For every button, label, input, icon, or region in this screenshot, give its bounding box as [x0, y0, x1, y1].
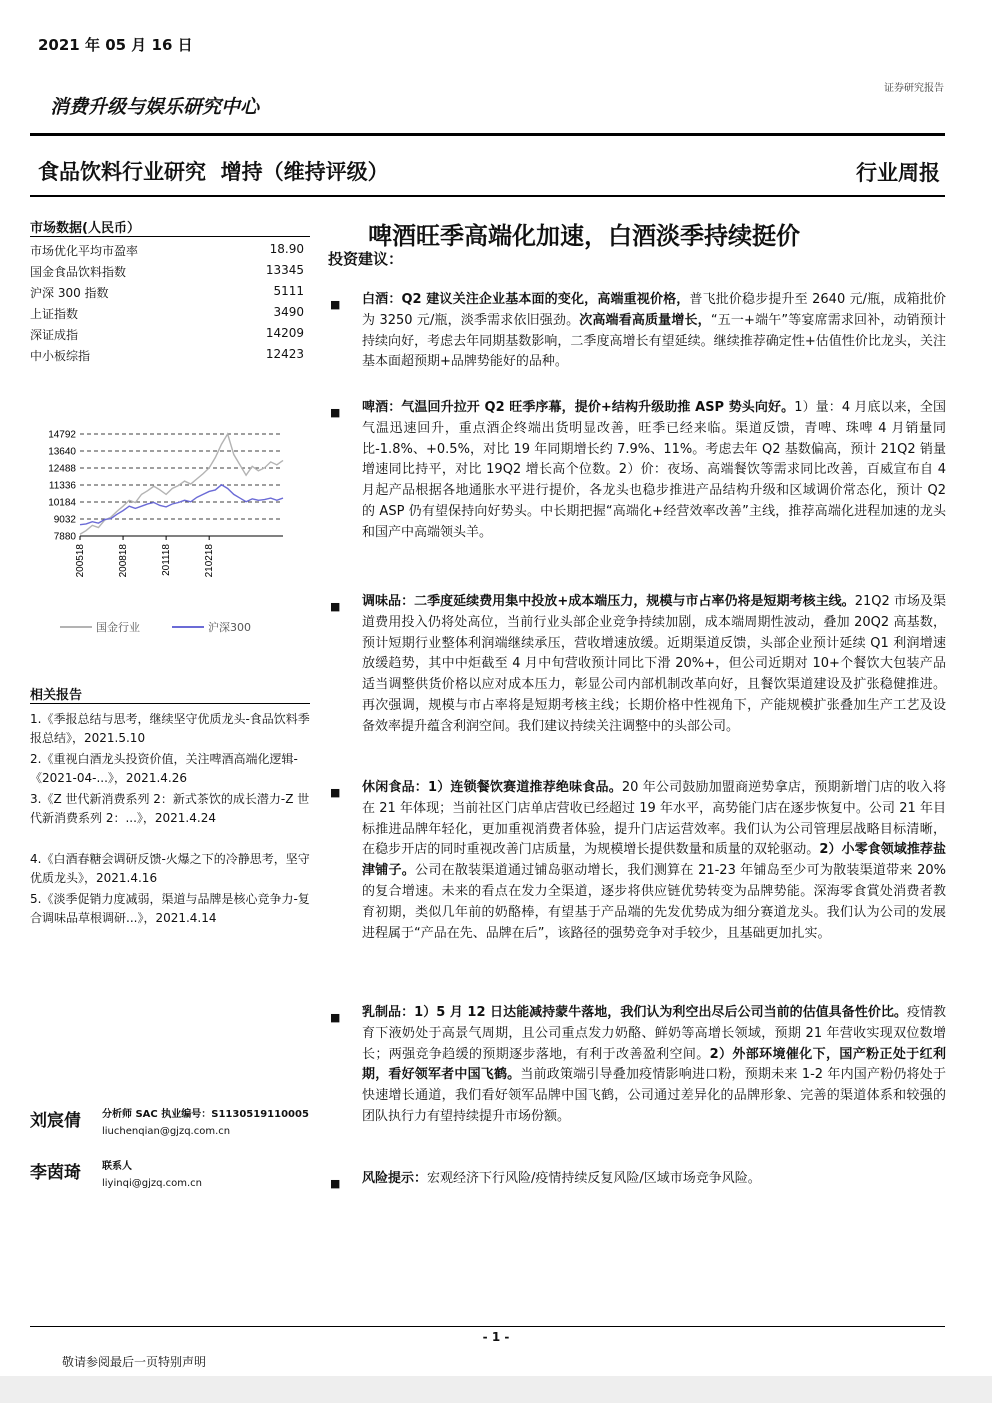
- bullet-marker: ■: [330, 298, 341, 311]
- bullet-label: 啤酒：: [362, 400, 402, 415]
- legend-label-csi300: 沪深300: [208, 621, 251, 634]
- chart-grid: [80, 434, 283, 536]
- market-data-value: 18.90: [269, 242, 304, 256]
- bullet-highlight: 二季度延续费用集中投放+成本端压力，规模与市占率仍将是短期考核主线。: [414, 594, 855, 609]
- market-data-value: 3490: [273, 305, 304, 319]
- related-report-item[interactable]: 2.《重视白酒龙头投资价值，关注啤酒高端化逻辑-《2021-04-...》，2021.4.26: [30, 752, 298, 785]
- bullet-label: 乳制品：: [362, 1005, 415, 1020]
- chart-y-ticks: [48, 430, 76, 543]
- bullet-body: 普飞批价稳步提升至 2640 元/瓶，成箱批价为 3250 元/瓶，淡季需求依旧强劲。: [362, 292, 946, 328]
- report-category: 证券研究报告: [884, 83, 944, 94]
- research-center: 消费升级与娱乐研究中心: [50, 96, 260, 118]
- bullet-body: 疫情教育下液奶处于高景气周期，且公司重点发力奶酪、鲜奶等高增长领域，预期 21 年营收实现双位数增长；两强竞争趋缓的预期逐步落地，有利于改善盈利空间。: [362, 1005, 946, 1062]
- bullet-marker: ■: [330, 786, 341, 799]
- bullet-label: 调味品：: [362, 594, 415, 609]
- index-chart: [28, 418, 318, 658]
- analyst-name: 刘宸倩: [30, 1111, 81, 1131]
- dairy-paragraph: [362, 1003, 946, 1128]
- legend-label-industry: 国金行业: [96, 621, 140, 634]
- contact-block: [30, 1158, 202, 1192]
- bullet-marker: ■: [330, 1177, 341, 1190]
- chart-y-tick-label: 9032: [53, 514, 76, 526]
- chart-x-tick-label: 200818: [118, 544, 130, 578]
- header-divider: [30, 133, 945, 136]
- bullet-label: 白酒：: [362, 292, 402, 307]
- page-number: - 1 -: [482, 1330, 510, 1344]
- bullet-body-2: 当前政策端引导叠加疫情影响进口粉，预期未来 1-2 年内国产粉仍将处于快速增长通道，我们看好领军品牌中国飞鹤，公司通过差异化的品牌形象、完善的渠道体系和较强的团队执行力有望持续提升市场份额。: [362, 1067, 946, 1124]
- chart-y-tick-label: 7880: [53, 531, 76, 543]
- bullet-marker: ■: [330, 406, 341, 419]
- bullet-highlight: 1）连锁餐饮赛道推荐绝味食品。: [427, 780, 622, 795]
- market-data-row: [30, 284, 308, 301]
- chart-y-tick-label: 13640: [48, 446, 76, 458]
- related-report-item[interactable]: 1.《季报总结与思考，继续坚守优质龙头-食品饮料季报总结》，2021.5.10: [30, 712, 310, 745]
- contact-name: 李茵琦: [30, 1163, 81, 1183]
- chart-y-tick-label: 10184: [48, 497, 76, 509]
- market-data-row: [30, 263, 308, 280]
- market-data-value: 13345: [265, 263, 304, 277]
- related-report-item[interactable]: 3.《Z 世代新消费系列 2：新式茶饮的成长潜力-Z 世代新消费系列 2：...》，2021.4.24: [30, 792, 310, 825]
- market-data-value: 12423: [265, 347, 304, 361]
- chart-x-tick-label: 200518: [75, 544, 86, 578]
- market-data-label: 国金食品饮料指数: [30, 265, 127, 279]
- bullet-body-2: 公司在散装渠道通过铺岛驱动增长，我们测算在 21-23 年铺岛至少可为散装渠道带来 20%的复合增速。未来的看点在发力全渠道，逐步将供应链优势转变为品牌势能。深海零食賞处消费者教育初期，类似几年前的奶酪棒，有望基于产品端的先发优势成为细分赛道龙头。我们认为公司的发展进程属于“产品在先、品牌在后”，该路径的强势竞争对手较少，且基础更加扎实。: [362, 863, 946, 941]
- market-data-row: [30, 347, 308, 364]
- chart-y-tick-label: 12488: [48, 463, 76, 475]
- bullet-highlight: 1）5 月 12 日达能减持蒙牛落地，我们认为利空出尽后公司当前的估值具备性价比。: [414, 1005, 907, 1020]
- market-data-title: 市场数据(人民币）: [30, 221, 140, 236]
- footer-divider: [30, 1326, 945, 1327]
- title-divider: [30, 195, 945, 197]
- bullet-highlight-2: 2）外部环境催化下，国产粉正处于红利期，看好领军者中国飞鹤。: [362, 1046, 946, 1083]
- chart-y-tick-label: 11336: [48, 480, 76, 492]
- bullet-body: 宏观经济下行风险/疫情持续反复风险/区域市场竞争风险。: [427, 1171, 761, 1186]
- bullet-body: 21Q2 市场及渠道费用投入仍将处高位，当前行业头部企业竞争持续加剧，成本端周期性波动，叠加 20Q2 高基数，预计短期行业整体利润端继续承压，营收增速放缓。近期渠道反馈，头部企业预计延续 Q1 利润增速放缓趋势，其中中炬截至 4 月中旬营收预计同比下滑 20%+，但公司近期对 10+个餐饮大包装产品适当调整供货价格以应对成本压力，彰显公司内部机制改革向好，且餐饮渠道建设及扩张稳健推进。再次强调，规模与市占率将是短期考核主线；长期价格中性视角下，产能规模扩张叠加生产工艺及设备效率提升蕴含利润空间。我们建议持续关注调整中的头部公司。: [362, 594, 946, 734]
- industry-name: 食品饮料行业研究: [38, 160, 206, 184]
- bullet-body: 1）量：4 月底以来，全国气温迅速回升，重点酒企终端出货明显改善，旺季已经来临。渠道反馈，青啤、珠啤 4 月销量同比-1.8%、+0.5%，对比 19 年同期增长约 7.9%、11%。考虑去年 Q2 基数偏高，预计 21Q2 销量增速同比持平，对比 19Q2 增长高个位数。2）价：夜场、高端餐饮等需求同比改善，百威宣布自 4 月起产品根据各地通胀水平进行提价，各龙头也稳步推进产品结构升级和区域调价常态化，预计 Q2 的 ASP 仍有望保持向好势头。中长期把握“高端化+经营效率改善”主线，推荐高端化进程加速的龙头和国产中高端领头羊。: [362, 400, 946, 540]
- contact-email[interactable]: liyinqi@gjzq.com.cn: [102, 1178, 202, 1189]
- legend-swatch-csi300: [172, 626, 204, 628]
- condiment-paragraph: [362, 592, 946, 738]
- bullet-highlight: 气温回升拉开 Q2 旺季序幕，提价+结构升级助推 ASP 势头向好。: [401, 400, 795, 415]
- market-data-divider: [30, 236, 310, 237]
- bullet-highlight: Q2 建议关注企业基本面的变化，高端重视价格，: [401, 292, 690, 307]
- chart-x-tick-label: 201118: [161, 544, 173, 576]
- bullet-marker: ■: [330, 1011, 341, 1024]
- market-data-value: 14209: [265, 326, 304, 340]
- chart-x-tick-label: 210218: [204, 544, 216, 578]
- related-report-item[interactable]: 5.《淡季促销力度减弱，渠道与品牌是核心竞争力-复合调味品草根调研...》，2021.4.14: [30, 892, 310, 925]
- bullet-marker: ■: [330, 600, 341, 613]
- bullet-label: 风险提示：: [362, 1171, 428, 1186]
- bullet-highlight-2: 次高端看高质量增长，: [579, 312, 711, 328]
- chart-x-ticks: [75, 536, 215, 577]
- market-data-value: 5111: [273, 284, 304, 298]
- industry-title: [38, 156, 389, 186]
- beer-paragraph: [362, 398, 946, 544]
- bullet-highlight-2: 2）小零食领域推荐盐津铺子。: [362, 842, 946, 879]
- disclaimer-note: 敬请参阅最后一页特别声明: [62, 1355, 207, 1369]
- market-data-label: 沪深 300 指数: [30, 286, 109, 300]
- subhead: 投资建议：: [328, 250, 404, 268]
- analyst-role: 分析师 SAC 执业编号：S1130519110005: [102, 1109, 309, 1120]
- market-data-row: [30, 242, 308, 259]
- report-type: 行业周报: [856, 161, 940, 185]
- bullet-body-2: “五一+端午”等宴席需求回补，动销预计持续向好，考虑去年同期基数影响，二季度高增长有望延续。继续推荐确定性+估值性价比龙头，关注基本面超预期+品牌势能好的品种。: [362, 312, 946, 370]
- rating: 增持（维持评级）: [220, 160, 389, 184]
- baijiu-paragraph: [362, 290, 946, 373]
- market-data-label: 市场优化平均市盈率: [30, 244, 139, 258]
- footer-band: [0, 1376, 992, 1403]
- chart-y-tick-label: 14792: [48, 429, 76, 441]
- related-reports-title: 相关报告: [30, 688, 83, 703]
- market-data-row: [30, 305, 308, 322]
- headline: 啤酒旺季高端化加速，白酒淡季持续挺价: [368, 221, 800, 250]
- bullet-label: 休闲食品：: [362, 780, 428, 795]
- risk-paragraph: [362, 1169, 946, 1190]
- related-report-item[interactable]: 4.《白酒春糖会调研反馈-火爆之下的冷静思考，坚守优质龙头》，2021.4.16: [30, 852, 310, 885]
- market-data-row: [30, 326, 308, 343]
- contact-role: 联系人: [102, 1161, 132, 1172]
- snack-paragraph: [362, 778, 946, 944]
- report-date: 2021 年 05 月 16 日: [38, 36, 193, 54]
- analyst-block: [30, 1106, 309, 1140]
- market-data-label: 上证指数: [30, 307, 79, 321]
- market-data-label: 深证成指: [30, 328, 79, 342]
- legend-swatch-industry: [60, 626, 92, 628]
- bullet-body: 20 年公司鼓励加盟商逆势拿店，预期新增门店的收入将在 21 年体现；当前社区门店单店营收已经超过 19 年水平，高势能门店在逐步恢复中。公司 21 年目标推进品牌年轻化，更加重视消费者体验，提升门店运营效率。我们认为公司管理层战略目标清晰，在稳步开店的同时重视改善门店质量，为规模增长提供数量和质量的双轮驱动。: [362, 780, 946, 858]
- related-divider: [30, 703, 310, 704]
- market-data-label: 中小板综指: [30, 349, 91, 363]
- analyst-email[interactable]: liuchenqian@gjzq.com.cn: [102, 1126, 231, 1137]
